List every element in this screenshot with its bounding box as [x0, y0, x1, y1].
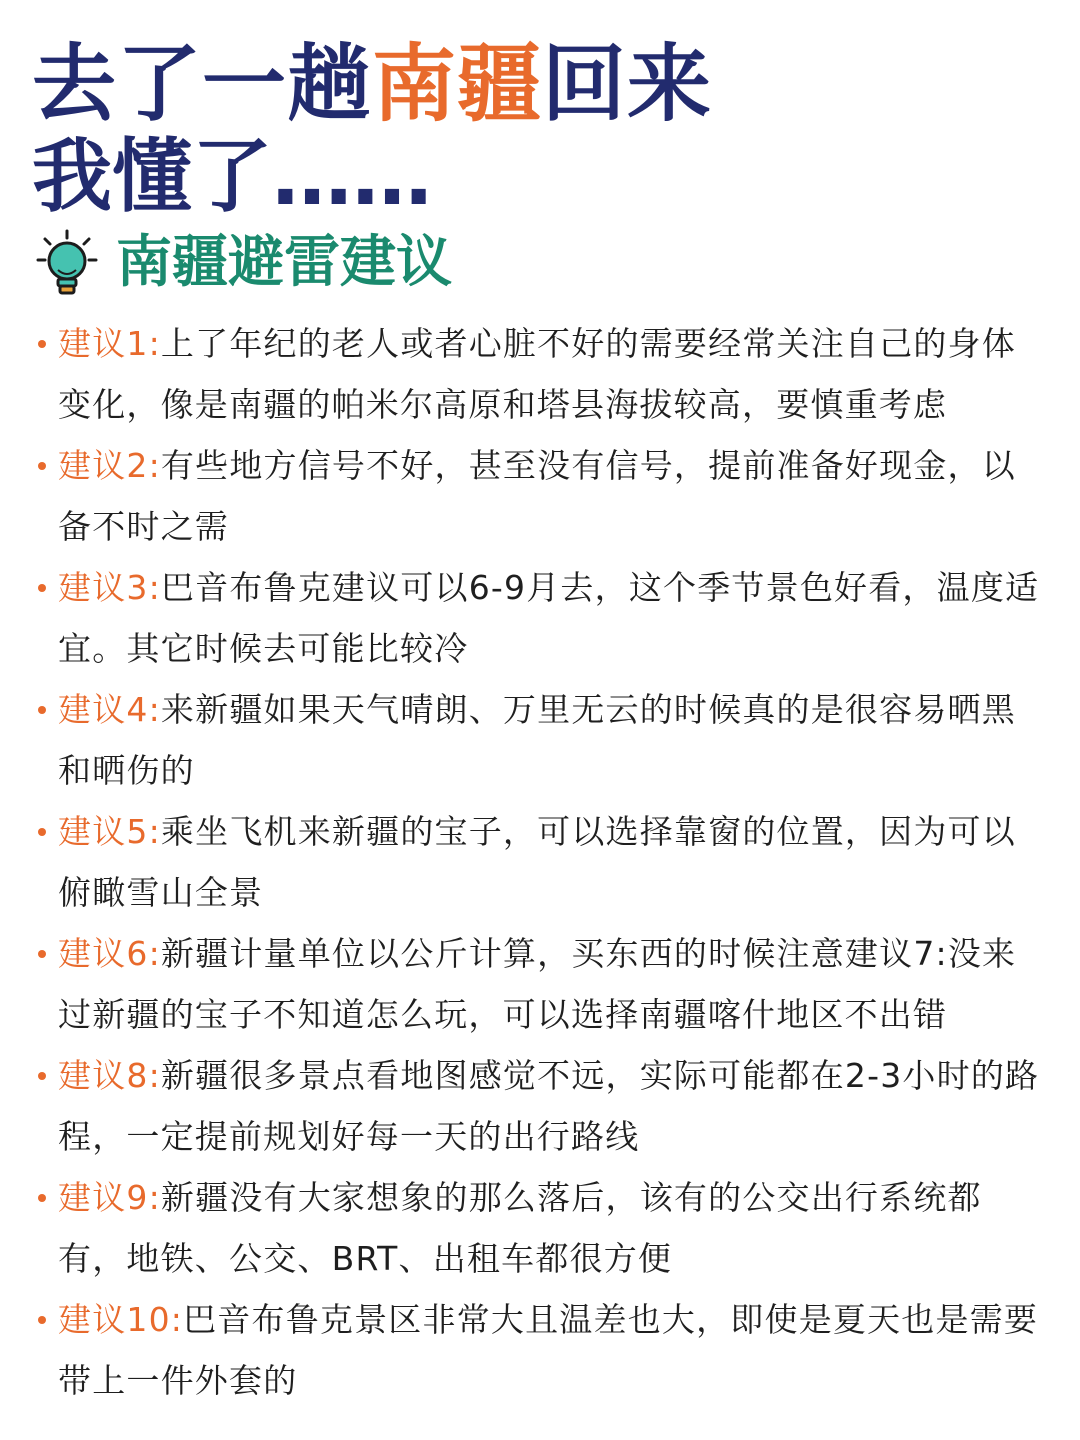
tip-label: 建议4:	[58, 690, 161, 729]
tip-text: 新疆很多景点看地图感觉不远，实际可能都在2-3小时的路程，一定提前规划好每一天的出行路线	[58, 1056, 1040, 1156]
tip-text: 乘坐飞机来新疆的宝子，可以选择靠窗的位置，因为可以俯瞰雪山全景	[58, 812, 1016, 912]
tip-label: 建议10:	[58, 1300, 184, 1339]
tips-list	[36, 313, 1046, 1411]
tip-item-2	[36, 435, 1046, 557]
tip-item-8	[36, 1045, 1046, 1167]
tip-item-4	[36, 679, 1046, 801]
tip-item-9	[36, 1167, 1046, 1289]
tip-item-5	[36, 801, 1046, 923]
headline-text-end: 回来	[542, 35, 713, 133]
tip-text: 来新疆如果天气晴朗、万里无云的时候真的是很容易晒黑和晒伤的	[58, 690, 1016, 790]
section-header	[36, 226, 452, 300]
tip-text: 上了年纪的老人或者心脏不好的需要经常关注自己的身体变化，像是南疆的帕米尔高原和塔县海拔较高，要慎重考虑	[58, 324, 1016, 424]
tip-label: 建议2:	[58, 446, 161, 485]
tip-item-1	[36, 313, 1046, 435]
section-title: 南疆避雷建议	[116, 230, 452, 295]
tip-label: 建议8:	[58, 1056, 161, 1095]
tip-item-3	[36, 557, 1046, 679]
tip-label: 建议6:	[58, 934, 161, 973]
headline-text-start: 去了一趟	[32, 35, 373, 133]
headline-line-1	[32, 34, 1042, 134]
headline-line-2: 我懂了……	[32, 130, 432, 223]
tip-text: 新疆没有大家想象的那么落后，该有的公交出行系统都有，地铁、公交、BRT、出租车都很方便	[58, 1178, 982, 1278]
tip-label: 建议9:	[58, 1178, 161, 1217]
headline-highlight: 南疆	[372, 35, 543, 133]
tip-text: 新疆计量单位以公斤计算，买东西的时候注意建议7:没来过新疆的宝子不知道怎么玩，可以选择南疆喀什地区不出错	[58, 934, 1017, 1034]
tip-text: 巴音布鲁克建议可以6-9月去，这个季节景色好看，温度适宜。其它时候去可能比较冷	[58, 568, 1040, 668]
tip-item-6	[36, 923, 1046, 1045]
tip-label: 建议1:	[58, 324, 161, 363]
headline	[32, 34, 1042, 222]
tip-label: 建议5:	[58, 812, 161, 851]
tip-label: 建议3:	[58, 568, 161, 607]
lightbulb-icon	[36, 228, 98, 298]
tip-text: 有些地方信号不好，甚至没有信号，提前准备好现金，以备不时之需	[58, 446, 1016, 546]
tip-item-10	[36, 1289, 1046, 1411]
tip-text: 巴音布鲁克景区非常大且温差也大，即使是夏天也是需要带上一件外套的	[58, 1300, 1039, 1400]
